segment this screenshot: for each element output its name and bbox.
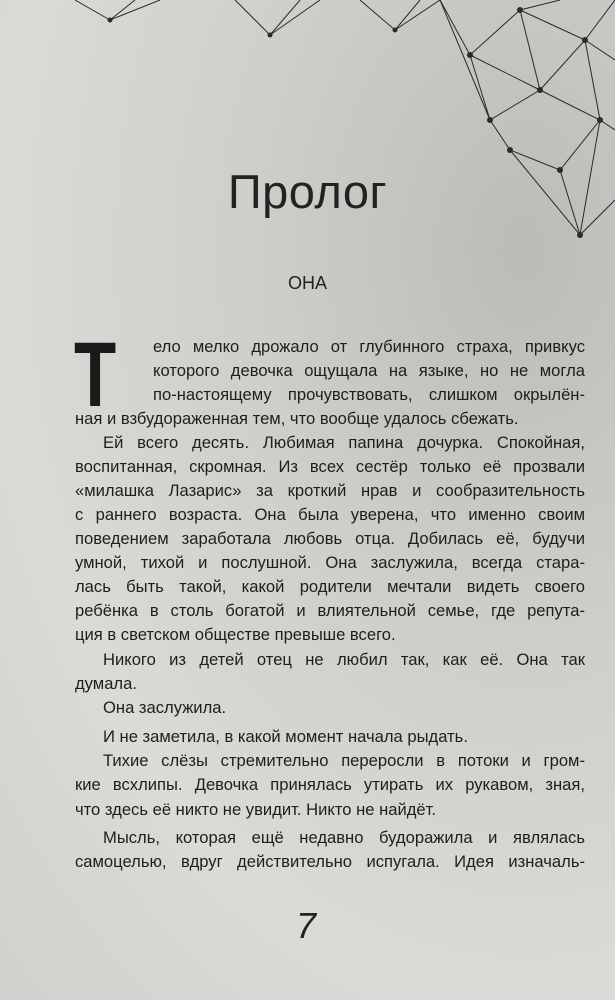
text-line: поведением заработала любовь отца. Добилась её, будучи	[75, 529, 585, 548]
text-line: И не заметила, в какой момент начала рыдать.	[103, 727, 468, 746]
geometric-network-decoration	[0, 0, 615, 260]
text-line: Мысль, которая ещё недавно будоражила и являлась	[103, 828, 585, 847]
text-line: которого девочка ощущала на языке, но не могла	[153, 361, 585, 380]
text-line: ребёнка в столь богатой и влиятельной семье, где репута-	[75, 601, 585, 620]
text-line: думала.	[75, 674, 137, 693]
text-line: Она заслужила.	[103, 698, 227, 717]
text-line: Ей всего десять. Любимая папина дочурка. Спокойная,	[103, 433, 585, 452]
section-title: ОНА	[287, 273, 327, 293]
text-line: ело мелко дрожало от глубинного страха, привкус	[153, 337, 585, 356]
text-line: Никого из детей отец не любил так, как её. Она так	[103, 650, 585, 669]
text-line: ция в светском обществе превыше всего.	[75, 625, 396, 644]
text-line: что здесь её никто не увидит. Никто не найдёт.	[75, 800, 437, 819]
text-line: лась быть такой, какой родители мечтали видеть своего	[75, 577, 585, 596]
page-number: 7	[296, 905, 317, 946]
text-line: самоцелью, вдруг действительно испугала. Идея изначаль-	[75, 852, 585, 871]
chapter-title: Пролог	[227, 165, 388, 218]
text-line: с раннего возраста. Она была уверена, что именно своим	[75, 505, 585, 524]
text-line: «милашка Лазарис» за кроткий нрав и сообразительность	[75, 481, 585, 500]
text-line: умной, тихой и послушной. Она заслужила, всегда стара-	[75, 553, 585, 572]
text-line: ная и взбудораженная тем, что вообще удалось сбежать.	[75, 409, 519, 428]
text-line: воспитанная, скромная. Из всех сестёр только её прозвали	[75, 457, 585, 476]
text-line: Тихие слёзы стремительно переросли в потоки и гром-	[103, 751, 585, 770]
text-line: кие всхлипы. Девочка принялась утирать их рукавом, зная,	[75, 775, 585, 794]
drop-cap: Т	[74, 324, 117, 426]
text-line: по-настоящему прочувствовать, слишком окрылён-	[153, 385, 585, 404]
